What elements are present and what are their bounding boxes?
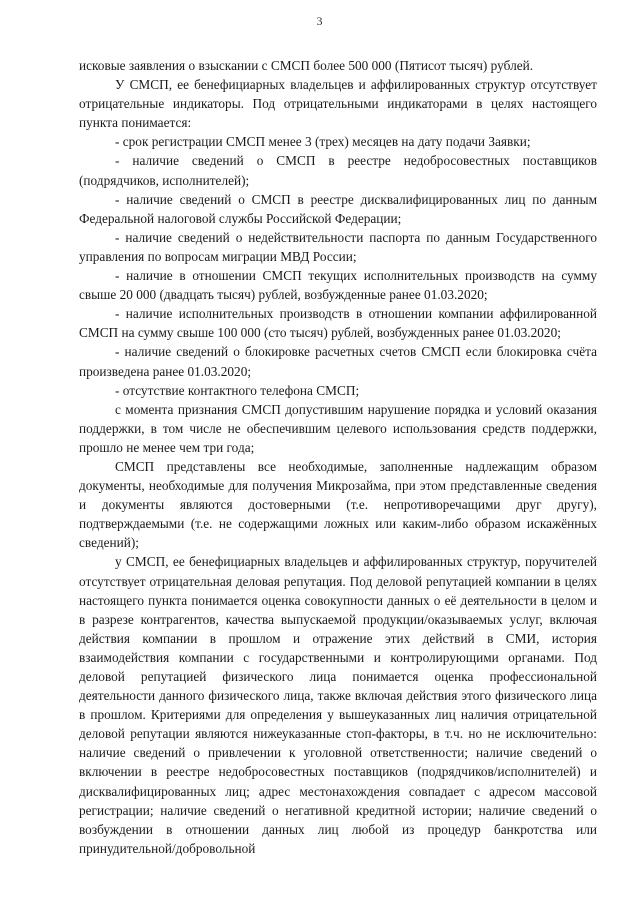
paragraph: У СМСП, ее бенефициарных владельцев и аффилированных структур отсутствует отрицательные индикаторы. Под отрицательными индикаторами в целях настоящего пункта понимается: — [79, 77, 597, 131]
paragraph: - отсутствие контактного телефона СМСП; — [115, 382, 360, 398]
paragraph: - наличие в отношении СМСП текущих исполнительных производств на сумму свыше 20 000 (двадцать тысяч) рублей, возбужденные ранее 01.03.2020; — [79, 268, 597, 303]
paragraph: СМСП представлены все необходимые, заполненные надлежащим образом документы, необходимые для получения Микрозайма, при этом представленные сведения и документы являются достоверными (т.е. непротиворечащими друг другу), подтверждаемыми (т.е. не содержащими ложных или каким-либо образом искажённых сведений); — [79, 458, 597, 551]
paragraph: с момента признания СМСП допустившим нарушение порядка и условий оказания поддержки, в том числе не обеспечившим целевого использования средств поддержки, прошло не менее чем три года; — [79, 401, 597, 455]
paragraph: - наличие сведений о СМСП в реестре дисквалифицированных лиц по данным Федеральной налоговой службы Российской Федерации; — [79, 191, 597, 226]
page-number: 3 — [316, 14, 323, 28]
paragraph: - наличие исполнительных производств в отношении компании аффилированной СМСП на сумму свыше 100 000 (сто тысяч) рублей, возбужденных ранее 01.03.2020; — [79, 306, 597, 341]
paragraph: - срок регистрации СМСП менее 3 (трех) месяцев на дату подачи Заявки; — [115, 134, 531, 150]
paragraph: - наличие сведений о СМСП в реестре недобросовестных поставщиков (подрядчиков, исполнителей); — [79, 153, 597, 188]
paragraph: - наличие сведений о недействительности паспорта по данным Государственного управления по вопросам миграции МВД России; — [79, 229, 597, 264]
paragraph: - наличие сведений о блокировке расчетных счетов СМСП если блокировка счёта произведена ранее 01.03.2020; — [79, 344, 597, 379]
paragraph: исковые заявления о взыскании с СМСП более 500 000 (Пятисот тысяч) рублей. — [79, 58, 534, 73]
paragraph: у СМСП, ее бенефициарных владельцев и аффилированных структур, поручителей отсутствует отрицательная деловая репутация. Под деловой репутацией компании в целях настоящего пункта понимается оценка совокупности данных о её деятельности в целом и в разрезе контрагентов, качества выпускаемой продукции/оказываемых услуг, включая действия компании в прошлом и отражение этих действий в СМИ, история взаимодействия компании с государственными и контролирующими органами. Под деловой репутацией физического лица понимается оценка профессиональной деятельности данного физического лица, также включая действия этого физического лица в прошлом. Критериями для определения у вышеуказанных лиц наличия отрицательной деловой репутации являются нижеуказанные стоп-факторы, в т.ч. но не исключительно: наличие сведений о привлечении к уголовной ответственности; наличие сведений о включении в реестре недобросовестных поставщиков (подрядчиков/исполнителей) и дисквалифицированных лиц; адрес местонахождения совпадает с адресом массовой регистрации; наличие сведений о негативной кредитной истории; наличие сведений о возбуждении в отношении данных лиц любой из процедур банкротства или принудительной/добровольной — [79, 554, 597, 856]
document-body — [79, 56, 597, 858]
